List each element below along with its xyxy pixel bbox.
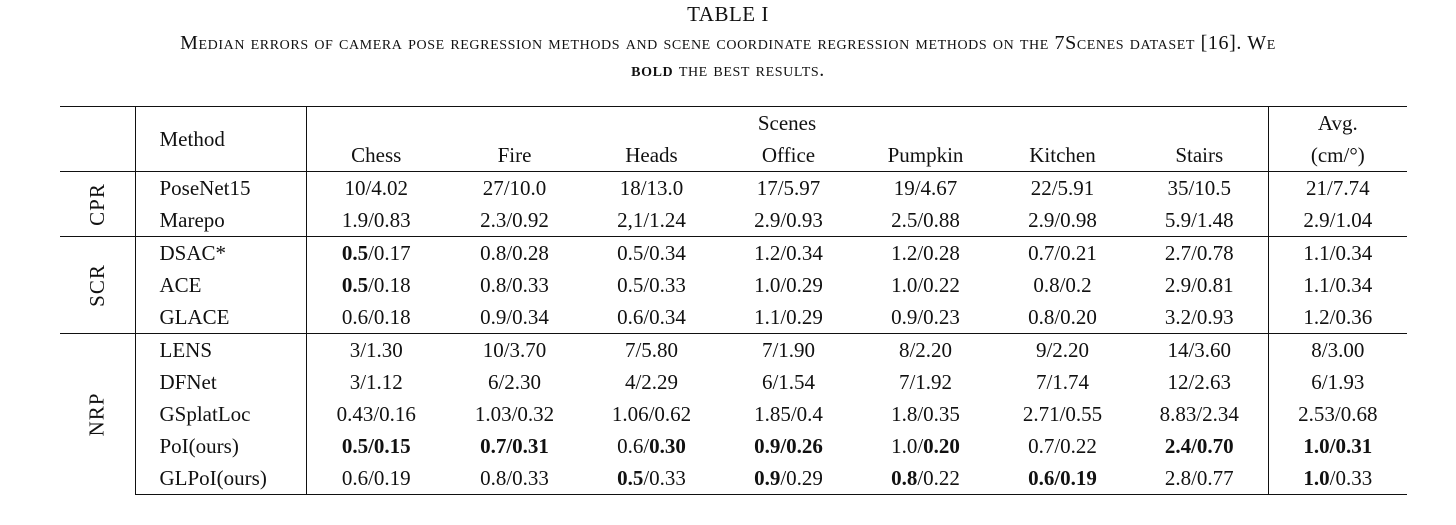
avg-cell [1268, 398, 1407, 430]
value-text: 0.8/0.33 [480, 272, 549, 297]
value-cell [1131, 301, 1268, 334]
method-cell: Marepo [135, 204, 306, 237]
value-text: 1.0/0.22 [891, 272, 960, 297]
value-text: 4/2.29 [624, 369, 679, 394]
table-row [60, 462, 1407, 495]
scene-header-fire: Fire [497, 142, 532, 167]
value-text: 0.7/0.21 [1028, 240, 1097, 265]
value-text: 7/1.90 [761, 337, 816, 362]
value-cell [720, 366, 857, 398]
value-cell [583, 269, 720, 301]
value-cell [306, 398, 446, 430]
value-text: /0.33 [1329, 465, 1373, 490]
value-cell [446, 237, 583, 270]
table-row [60, 301, 1407, 334]
value-text: 14/3.60 [1167, 337, 1232, 362]
value-text: 1.0 [1303, 465, 1330, 490]
table-caption [0, 30, 1456, 84]
method-cell: GSplatLoc [135, 398, 306, 430]
scene-header-stairs: Stairs [1175, 142, 1224, 167]
value-cell [306, 334, 446, 367]
value-cell [720, 204, 857, 237]
results-table [60, 106, 1407, 495]
results-body [60, 172, 1407, 495]
value-cell [720, 462, 857, 495]
method-cell: PoseNet15 [135, 172, 306, 205]
value-text: 0.5 [617, 465, 644, 490]
value-text: 2.9/0.93 [754, 207, 823, 232]
value-cell [857, 398, 994, 430]
value-cell [446, 462, 583, 495]
value-text: /0.17 [368, 240, 411, 265]
value-cell [446, 430, 583, 462]
value-text: 1.0/0.29 [754, 272, 823, 297]
value-cell [306, 430, 446, 462]
value-text: 1.1/0.34 [1303, 272, 1373, 297]
value-cell [306, 204, 446, 237]
value-text: 0.6/0.19 [341, 465, 411, 490]
method-cell: DFNet [135, 366, 306, 398]
scene-header-heads: Heads [625, 142, 678, 167]
value-cell [583, 301, 720, 334]
value-text: 12/2.63 [1167, 369, 1232, 394]
avg-cell [1268, 301, 1407, 334]
caption-line-2-rest: the best results. [673, 59, 825, 81]
value-cell [583, 237, 720, 270]
value-text: 0.9/0.26 [754, 433, 823, 458]
value-text: 1.1/0.29 [754, 304, 823, 329]
value-text: /0.33 [643, 465, 686, 490]
table-row [60, 430, 1407, 462]
value-cell [994, 398, 1131, 430]
value-text: 7/1.92 [898, 369, 953, 394]
value-cell [306, 269, 446, 301]
value-text: 0.5 [341, 272, 369, 297]
value-text: 8/2.20 [898, 337, 953, 362]
group-label: NRP [84, 392, 109, 437]
value-cell [446, 301, 583, 334]
value-cell [446, 398, 583, 430]
value-cell [1131, 269, 1268, 301]
value-cell [306, 237, 446, 270]
method-cell: DSAC* [135, 237, 306, 270]
value-cell [306, 462, 446, 495]
value-text: 0.7/0.22 [1028, 433, 1097, 458]
value-cell [720, 269, 857, 301]
value-cell [994, 237, 1131, 270]
avg-cell [1268, 366, 1407, 398]
value-text: 0.43/0.16 [336, 401, 416, 426]
value-cell [1131, 204, 1268, 237]
value-text: 0.5 [341, 240, 369, 265]
avg-cell [1268, 204, 1407, 237]
value-text: 2,1/1.24 [617, 207, 686, 232]
value-cell [857, 172, 994, 205]
value-text: 0.8/0.33 [480, 465, 549, 490]
value-text: 0.9 [754, 465, 781, 490]
value-text: 0.9/0.34 [480, 304, 549, 329]
caption-line-1: Median errors of camera pose regression methods and scene coordinate regression methods on the 7Scenes dataset [16]. We [180, 32, 1276, 54]
value-text: 1.2/0.28 [891, 240, 960, 265]
value-text: 10/3.70 [482, 337, 547, 362]
value-text: 2.71/0.55 [1022, 401, 1103, 426]
scene-header-office: Office [761, 142, 816, 167]
value-text: 1.1/0.34 [1303, 240, 1373, 265]
value-text: 1.0/0.31 [1303, 433, 1373, 458]
value-text: 0.20 [923, 433, 960, 458]
value-cell [994, 269, 1131, 301]
value-cell [583, 430, 720, 462]
value-text: 3/1.30 [349, 337, 403, 362]
group-label-cell [60, 172, 135, 237]
group-label-cell [60, 334, 135, 495]
value-text: 1.06/0.62 [611, 401, 692, 426]
value-text: 3.2/0.93 [1164, 304, 1234, 329]
value-text: 1.8/0.35 [891, 401, 960, 426]
value-cell [446, 366, 583, 398]
value-cell [446, 334, 583, 367]
value-text: 9/2.20 [1035, 337, 1090, 362]
value-cell [857, 301, 994, 334]
value-text: /0.22 [917, 465, 960, 490]
value-cell [994, 366, 1131, 398]
value-cell [720, 430, 857, 462]
method-cell: LENS [135, 334, 306, 367]
value-text: 2.9/0.98 [1028, 207, 1097, 232]
avg-cell [1268, 237, 1407, 270]
scene-header-kitchen: Kitchen [1029, 142, 1096, 167]
value-cell [720, 301, 857, 334]
value-text: 2.9/0.81 [1164, 272, 1234, 297]
value-text: 2.5/0.88 [891, 207, 960, 232]
value-text: 7/1.74 [1035, 369, 1090, 394]
avg-cell [1268, 269, 1407, 301]
scene-header-chess: Chess [306, 139, 446, 172]
value-cell [1131, 366, 1268, 398]
value-text: 0.8/0.28 [480, 240, 549, 265]
value-cell [583, 334, 720, 367]
table-row [60, 398, 1407, 430]
value-text: 5.9/1.48 [1164, 207, 1234, 232]
value-cell [994, 430, 1131, 462]
value-text: /0.29 [780, 465, 823, 490]
table-row [60, 269, 1407, 301]
value-cell [583, 398, 720, 430]
value-text: 27/10.0 [482, 175, 547, 200]
value-text: 0.8/0.2 [1033, 272, 1092, 297]
group-header-cell [60, 107, 135, 172]
value-text: 18/13.0 [619, 175, 684, 200]
value-cell [994, 172, 1131, 205]
table-title: TABLE I [687, 2, 769, 26]
value-cell [857, 430, 994, 462]
group-label: CPR [84, 182, 109, 226]
group-label: SCR [84, 263, 109, 307]
caption-bold-word: bold [631, 59, 674, 81]
value-cell [1131, 172, 1268, 205]
value-text: 22/5.91 [1030, 175, 1095, 200]
scenes-header: Scenes [306, 107, 1268, 140]
value-text: 2.53/0.68 [1298, 401, 1378, 426]
value-cell [857, 334, 994, 367]
value-text: 21/7.74 [1306, 175, 1370, 200]
value-text: 1.85/0.4 [754, 401, 823, 426]
value-text: 0.6/0.19 [1028, 465, 1097, 490]
value-cell [720, 172, 857, 205]
value-cell [720, 398, 857, 430]
value-cell [583, 204, 720, 237]
value-text: 3/1.12 [349, 369, 403, 394]
avg-cell [1268, 172, 1407, 205]
value-text: 0.8/0.20 [1028, 304, 1097, 329]
method-cell: PoI(ours) [135, 430, 306, 462]
table-row [60, 237, 1407, 270]
value-cell [583, 366, 720, 398]
value-text: 2.9/1.04 [1303, 207, 1373, 232]
value-text: 0.8 [891, 465, 918, 490]
method-cell: GLACE [135, 301, 306, 334]
value-text: 0.9/0.23 [891, 304, 960, 329]
header-row-1 [60, 107, 1407, 140]
value-text: 6/1.54 [761, 369, 816, 394]
value-text: 0.6/0.34 [617, 304, 686, 329]
method-cell: ACE [135, 269, 306, 301]
avg-header-line-2: (cm/°) [1268, 139, 1407, 172]
value-cell [857, 237, 994, 270]
value-cell [720, 334, 857, 367]
value-text: 1.0/ [891, 433, 924, 458]
value-text: 2.8/0.77 [1164, 465, 1234, 490]
value-cell [994, 334, 1131, 367]
value-text: 0.7/0.31 [480, 433, 549, 458]
value-text: /0.18 [368, 272, 411, 297]
avg-cell [1268, 430, 1407, 462]
value-text: 2.7/0.78 [1164, 240, 1234, 265]
table-row [60, 366, 1407, 398]
value-cell [583, 462, 720, 495]
value-text: 10/4.02 [344, 175, 409, 200]
value-text: 0.5/0.34 [617, 240, 686, 265]
value-text: 35/10.5 [1167, 175, 1232, 200]
table-row [60, 334, 1407, 367]
table-row [60, 204, 1407, 237]
value-cell [720, 237, 857, 270]
value-cell [306, 366, 446, 398]
value-cell [1131, 398, 1268, 430]
value-cell [1131, 237, 1268, 270]
method-cell: GLPoI(ours) [135, 462, 306, 495]
value-text: 17/5.97 [756, 175, 821, 200]
value-text: 2.3/0.92 [480, 207, 549, 232]
value-cell [446, 172, 583, 205]
value-text: 8/3.00 [1311, 337, 1365, 362]
value-text: 2.4/0.70 [1164, 433, 1234, 458]
value-cell [1131, 462, 1268, 495]
value-text: 1.2/0.36 [1303, 304, 1373, 329]
value-text: 19/4.67 [893, 175, 958, 200]
avg-cell [1268, 334, 1407, 367]
value-text: 6/1.93 [1311, 369, 1365, 394]
value-text: 0.6/ [617, 433, 650, 458]
value-text: 1.9/0.83 [341, 207, 411, 232]
value-cell [857, 204, 994, 237]
value-text: 1.2/0.34 [754, 240, 823, 265]
avg-header-line-1: Avg. [1268, 107, 1407, 140]
value-cell [857, 269, 994, 301]
value-cell [1131, 430, 1268, 462]
value-text: 0.5/0.15 [341, 433, 411, 458]
value-text: 8.83/2.34 [1159, 401, 1239, 426]
value-text: 0.30 [649, 433, 686, 458]
method-header: Method [135, 107, 306, 172]
value-cell [857, 366, 994, 398]
caption-line-2 [0, 57, 1456, 84]
value-cell [994, 462, 1131, 495]
value-cell [446, 269, 583, 301]
value-text: 1.03/0.32 [474, 401, 555, 426]
value-cell [446, 204, 583, 237]
value-cell [857, 462, 994, 495]
value-cell [1131, 334, 1268, 367]
value-cell [306, 301, 446, 334]
group-label-cell [60, 237, 135, 334]
avg-cell [1268, 462, 1407, 495]
value-text: 0.5/0.33 [617, 272, 686, 297]
value-text: 6/2.30 [487, 369, 542, 394]
value-cell [306, 172, 446, 205]
table-row [60, 172, 1407, 205]
value-text: 0.6/0.18 [341, 304, 411, 329]
value-text: 7/5.80 [624, 337, 679, 362]
value-cell [583, 172, 720, 205]
scene-header-pumpkin: Pumpkin [887, 142, 964, 167]
value-cell [994, 301, 1131, 334]
value-cell [994, 204, 1131, 237]
